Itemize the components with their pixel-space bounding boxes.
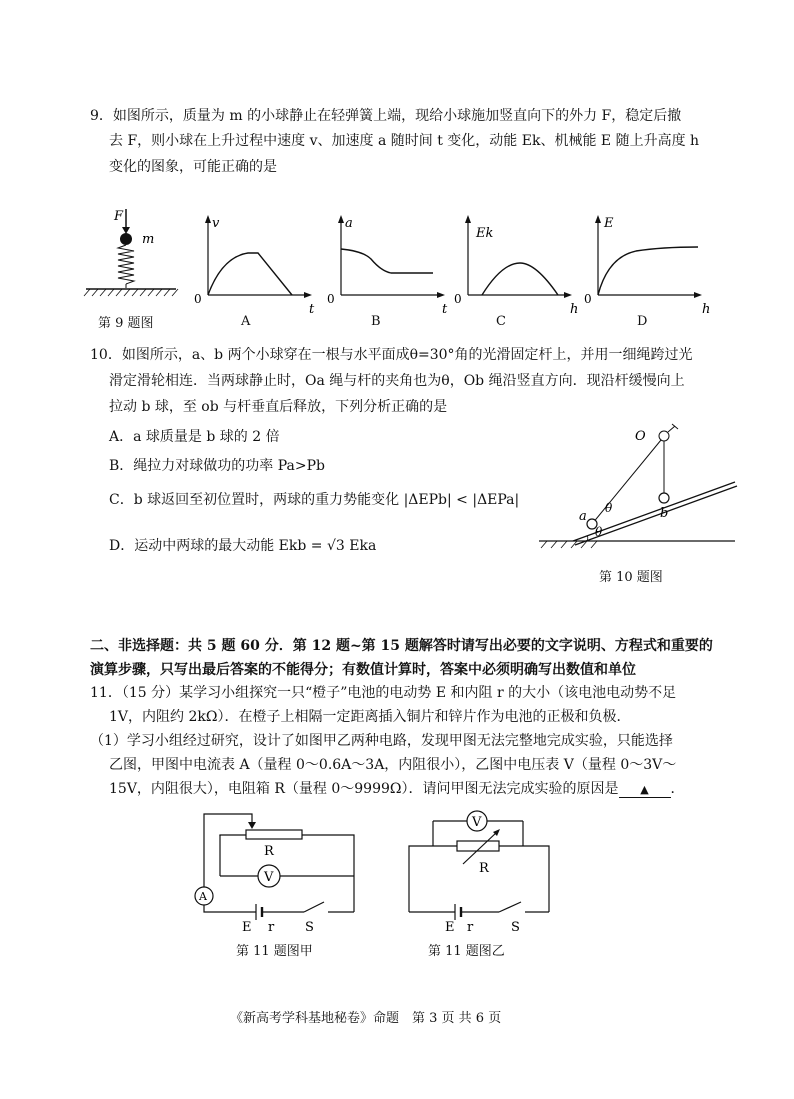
q11-figure-yi-caption: 第 11 题图乙: [428, 944, 505, 959]
graph-D: [584, 215, 711, 325]
q10-option-D: D．运动中两球的最大动能 Ekb = √3 Eka: [109, 538, 377, 554]
graph-C-xlabel: h: [570, 302, 579, 317]
q11-line-5: [109, 779, 685, 799]
q10-rod-figure: [535, 420, 735, 550]
section2-line-2: 演算步骤，只写出最后答案的不能得分；有数值计算时，答案中必须明确写出数值和单位: [90, 662, 636, 678]
switch-label-jia: S: [305, 920, 314, 935]
spring: [118, 245, 134, 284]
graph-C: [454, 215, 580, 325]
emf-label-yi: E: [445, 920, 455, 935]
graph-D-ylabel: E: [604, 216, 614, 231]
option-A-label: A: [241, 314, 251, 329]
q11-line-4: 乙图，甲图中电流表 A（量程 0～0.6A～3A，内阻很小），乙图中电压表 V（量程 0～3V～: [109, 757, 677, 773]
string-oa: [592, 440, 661, 524]
theta-label-2: θ: [595, 525, 603, 539]
q10-option-B: B．绳拉力对球做功的功率 Pa>Pb: [109, 458, 325, 474]
voltmeter-label-jia: V: [264, 870, 274, 885]
q9-line-3: 变化的图象，可能正确的是: [109, 159, 277, 175]
q9-figure-caption: 第 9 题图: [98, 316, 154, 331]
q11-line-3: （1）学习小组经过研究，设计了如图甲乙两种电路，发现甲图无法完整地完成实验，只能选择: [90, 733, 673, 749]
graph-C-curve: [482, 263, 558, 295]
section2-line-1: 二、非选择题：共 5 题 60 分．第 12 题~第 15 题解答时请写出必要的文字说明、方程式和重要的: [90, 638, 713, 654]
graph-B-xlabel: t: [442, 302, 448, 317]
option-D-label: D: [637, 314, 648, 329]
graph-B-ylabel: a: [345, 216, 353, 231]
page-footer: 《新高考学科基地秘卷》命题 第 3 页 共 6 页: [230, 1011, 502, 1026]
resistance-box-label-yi: R: [479, 861, 489, 876]
ball-b-label: b: [660, 506, 669, 521]
q10-line-3: 拉动 b 球，至 ob 与杆垂直后释放，下列分析正确的是: [109, 399, 448, 415]
graph-B: [327, 215, 453, 325]
graph-A: [194, 215, 320, 325]
circuit-jia: [190, 808, 370, 938]
graph-B-origin: 0: [327, 292, 335, 306]
q9-spring-figure: [80, 205, 180, 300]
q11-line-5-text: 15V，内阻很大），电阻箱 R（量程 0～9999Ω）．请问甲图无法完成实验的原因是: [109, 781, 619, 797]
q9-line-2: 去 F，则小球在上升过程中速度 v、加速度 a 随时间 t 变化，动能 Ek、机械能 E 随上升高度 h: [109, 133, 700, 149]
graph-A-origin: 0: [194, 292, 202, 306]
pulley: [659, 431, 669, 441]
option-C-label: C: [496, 314, 506, 329]
ball: [120, 233, 132, 245]
graph-B-curve: [341, 249, 433, 273]
switch-label-yi: S: [511, 920, 520, 935]
ball-b: [659, 493, 669, 503]
ball-a-label: a: [579, 509, 587, 524]
q11-figure-jia-caption: 第 11 题图甲: [236, 944, 313, 959]
q10-line-1: 10．如图所示，a、b 两个小球穿在一根与水平面成θ=30°角的光滑固定杆上，并用一细绳跨过光: [90, 347, 693, 363]
voltmeter-label-yi: V: [472, 815, 482, 830]
graph-C-ylabel: Ek: [476, 226, 494, 241]
q11-line-1: 11．（15 分）某学习小组探究一只“橙子”电池的电动势 E 和内阻 r 的大小（该电池电动势不足: [90, 685, 677, 701]
answer-blank: ▲: [619, 783, 671, 798]
q9-line-1: 9．如图所示，质量为 m 的小球静止在轻弹簧上端，现给小球施加竖直向下的外力 F，稳定后撤: [90, 108, 682, 124]
q11-line-2: 1V，内阻约 2kΩ）．在橙子上相隔一定距离插入铜片和锌片作为电池的正极和负极．: [109, 709, 631, 725]
option-B-label: B: [371, 314, 381, 329]
graph-D-curve: [598, 247, 698, 295]
q10-option-A: A．a 球质量是 b 球的 2 倍: [109, 429, 280, 445]
graph-A-curve: [208, 253, 292, 295]
pulley-label: O: [635, 429, 646, 444]
internal-r-label-yi: r: [467, 920, 474, 935]
q10-figure-caption: 第 10 题图: [599, 570, 663, 585]
q11-line-5-end: ．: [670, 781, 685, 797]
q10-option-C: C．b 球返回至初位置时，两球的重力势能变化 |ΔEPb| < |ΔEPa|: [109, 492, 520, 508]
rheostat-label-jia: R: [264, 844, 274, 859]
graph-D-xlabel: h: [702, 302, 711, 317]
graph-C-origin: 0: [454, 292, 462, 306]
ammeter-label-jia: A: [199, 890, 207, 903]
internal-r-label-jia: r: [268, 920, 275, 935]
graph-A-ylabel: v: [212, 216, 220, 231]
q10-line-2: 滑定滑轮相连．当两球静止时，Oa 绳与杆的夹角也为θ，Ob 绳沿竖直方向．现沿杆缓慢向上: [109, 373, 685, 389]
force-label: F: [114, 209, 124, 224]
graph-D-origin: 0: [584, 292, 592, 306]
emf-label-jia: E: [242, 920, 252, 935]
rheostat: [246, 830, 302, 839]
circuit-yi: [405, 808, 565, 938]
graph-A-xlabel: t: [309, 302, 315, 317]
mass-label: m: [142, 232, 155, 247]
theta-label-1: θ: [605, 501, 613, 515]
